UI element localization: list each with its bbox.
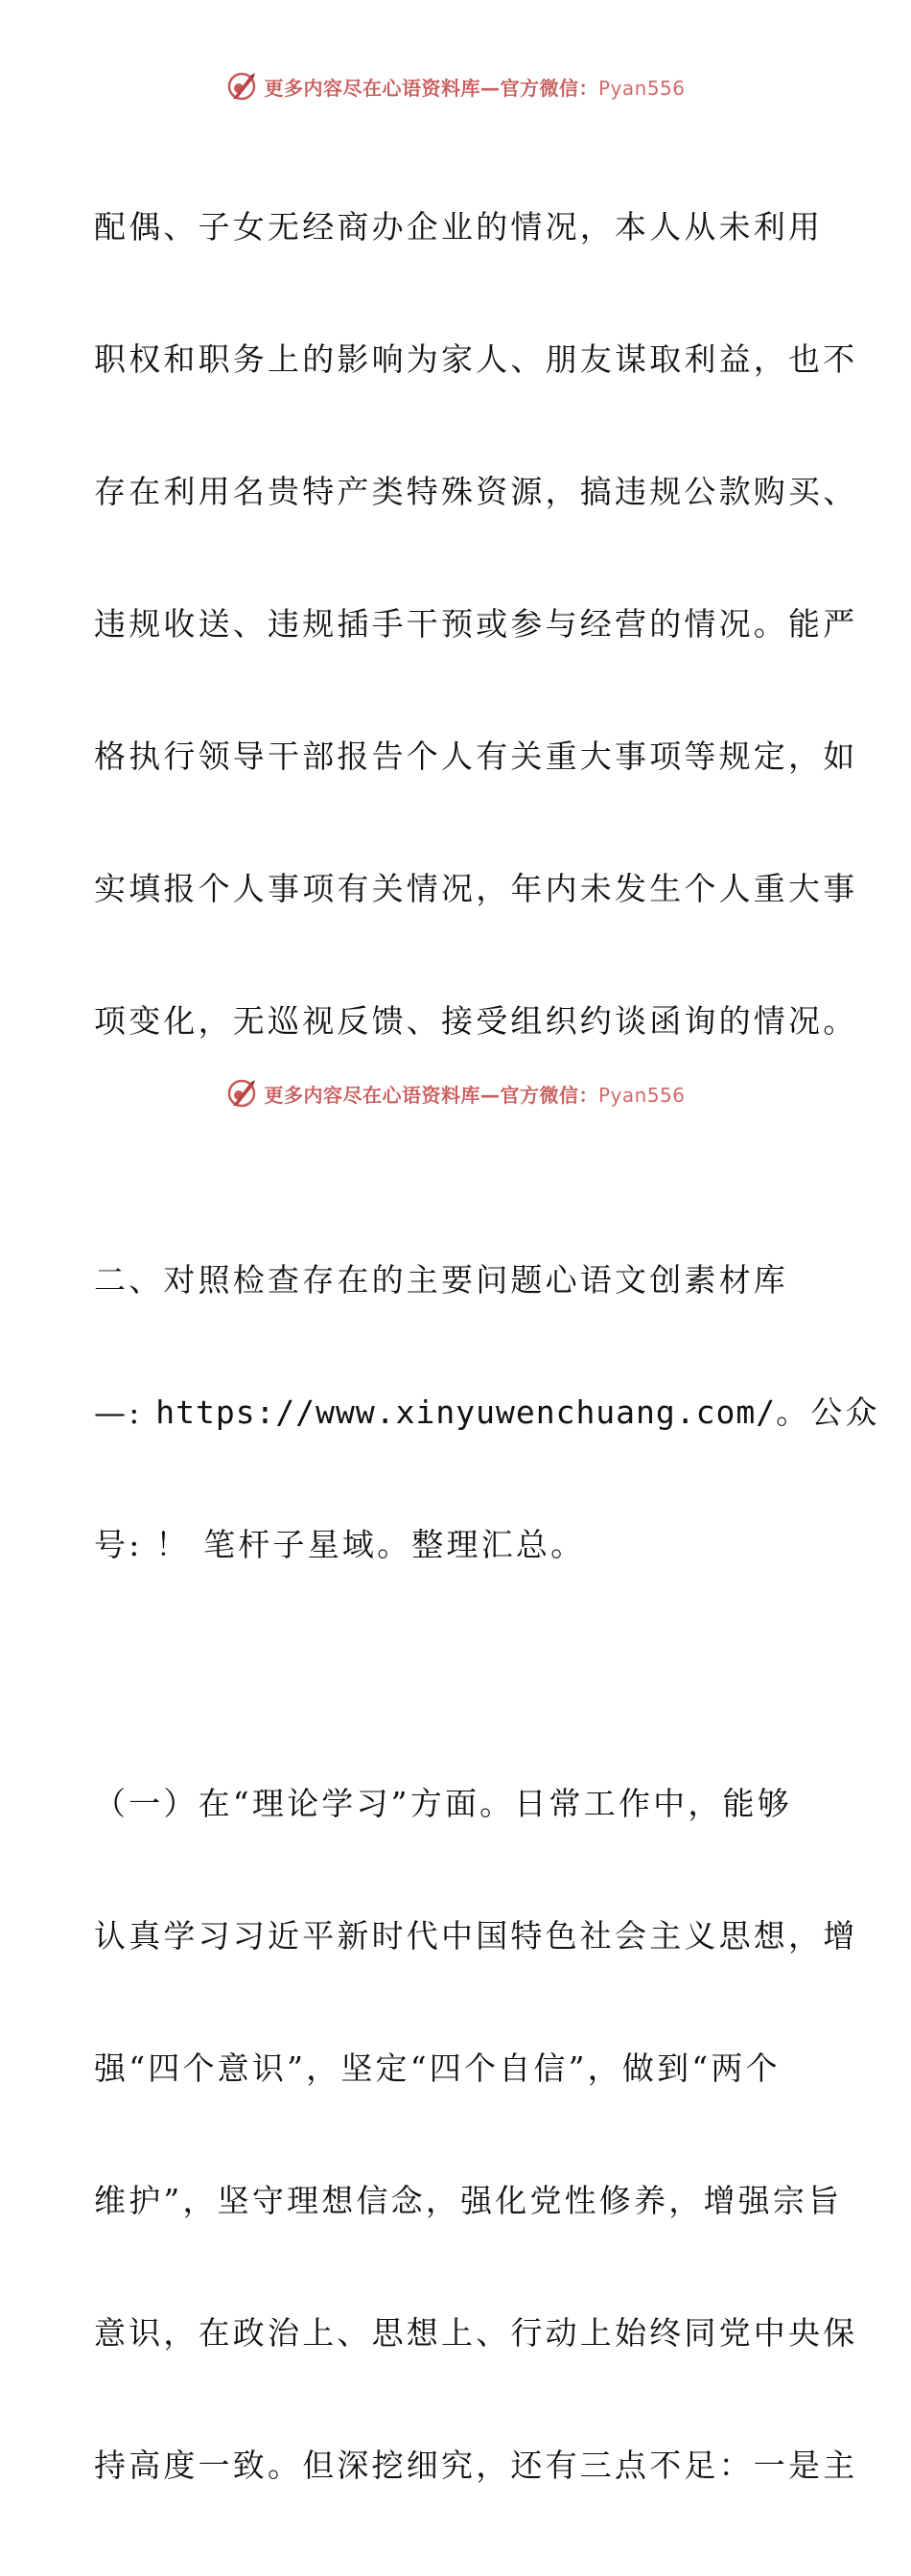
text-line: 强“四个意识”，坚定“四个自信”，做到“两个 xyxy=(94,2049,781,2087)
text-line: 配偶、子女无经商办企业的情况，本人从未利用 xyxy=(94,208,824,246)
header-watermark xyxy=(0,67,911,105)
text-line: 格执行领导干部报告个人有关重大事项等规定，如 xyxy=(94,738,858,775)
heading-line: 号: ！ 笔杆子星域。整理汇总。 xyxy=(94,1526,586,1563)
source-url: https://www.xinyuwenchuang.com/ xyxy=(155,1393,777,1431)
quill-pen-circle-logo-icon xyxy=(225,70,258,103)
text-line: 实填报个人事项有关情况，年内未发生个人重大事 xyxy=(94,870,858,907)
text-line: 职权和职务上的影响为家人、朋友谋取利益，也不 xyxy=(94,340,858,378)
paragraph-integrity-statement xyxy=(94,117,858,1132)
text-line: 存在利用名贵特产类特殊资源，搞违规公款购买、 xyxy=(94,473,858,510)
paragraph-theory-study xyxy=(94,1694,858,2576)
document-body xyxy=(94,117,880,2576)
quill-pen-circle-logo-icon xyxy=(225,1077,258,1110)
text-line: 持高度一致。但深挖细究，还有三点不足：一是主 xyxy=(94,2447,858,2484)
heading-url-line: —: https://www.xinyuwenchuang.com/。公众 xyxy=(94,1393,880,1431)
text-line: 项变化，无巡视反馈、接受组织约谈函询的情况。 xyxy=(94,1002,858,1040)
watermark-text: 更多内容尽在心语资料库—官方微信：Pyan556 xyxy=(264,76,686,100)
text-line: （一）在“理论学习”方面。日常工作中，能够 xyxy=(94,1785,792,1822)
heading-line: 二、对照检查存在的主要问题心语文创素材库 xyxy=(94,1261,788,1299)
wechat-id: Pyan556 xyxy=(597,1083,686,1107)
watermark-text: 更多内容尽在心语资料库—官方微信：Pyan556 xyxy=(264,1083,686,1107)
text-line: 维护”，坚守理想信念，强化党性修养，增强宗旨 xyxy=(94,2182,843,2219)
section-heading-main-problems xyxy=(94,1170,880,1655)
text-line: 意识，在政治上、思想上、行动上始终同党中央保 xyxy=(94,2314,858,2352)
wechat-id: Pyan556 xyxy=(597,76,686,100)
text-line: 认真学习习近平新时代中国特色社会主义思想，增 xyxy=(94,1917,858,1955)
text-line: 违规收送、违规插手干预或参与经营的情况。能严 xyxy=(94,605,858,643)
footer-watermark xyxy=(0,1074,911,1112)
